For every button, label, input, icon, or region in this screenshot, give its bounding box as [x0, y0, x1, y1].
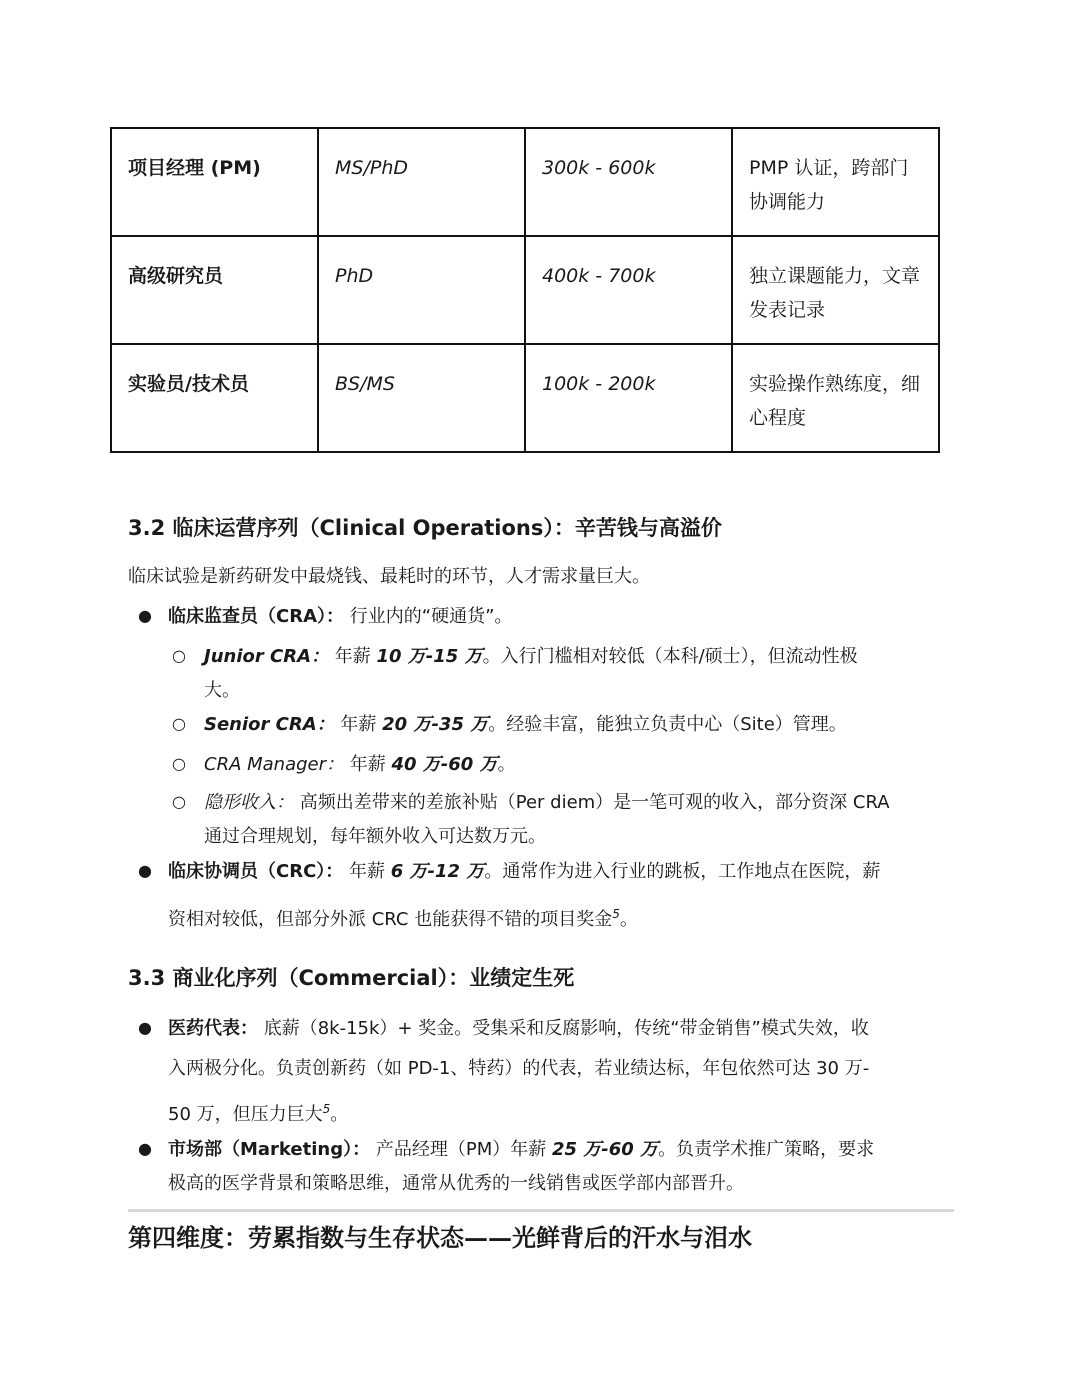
rep-line-3-wrap — [168, 1097, 348, 1127]
rep-item — [168, 1017, 869, 1041]
cra-desc: 行业内的“硬通货”。 — [349, 606, 513, 627]
salary-cell: 100k - 200k — [525, 344, 732, 452]
junior-cra-pre: 年薪 — [334, 646, 371, 667]
cra-manager-item — [204, 753, 516, 777]
rep-line-3: 50 万，但压力巨大 — [168, 1104, 323, 1125]
senior-cra-pre: 年薪 — [340, 714, 377, 735]
marketing-lead: 市场部（Marketing）： — [168, 1139, 371, 1160]
chapter-4-heading: 第四维度：劳累指数与生存状态——光鲜背后的汗水与泪水 — [128, 1223, 752, 1252]
circle-bullet-icon: ○ — [172, 754, 186, 773]
salary-cell: 400k - 700k — [525, 236, 732, 344]
section-divider — [128, 1209, 954, 1212]
section-3-2-intro: 临床试验是新药研发中最烧钱、最耗时的环节，人才需求量巨大。 — [128, 566, 650, 587]
cra-item — [168, 605, 512, 629]
requirement-line: 心程度 — [749, 407, 807, 429]
circle-bullet-icon: ○ — [172, 646, 186, 665]
rep-line-1: 底薪（8k-15k）+ 奖金。受集采和反腐影响，传统“带金销售”模式失效，收 — [263, 1018, 869, 1039]
crc-rest2: 资相对较低，但部分外派 CRC 也能获得不错的项目奖金 — [168, 909, 613, 930]
requirement-cell — [732, 344, 939, 452]
table-row — [111, 344, 939, 452]
junior-cra-rest: 。入行门槛相对较低（本科/硕士），但流动性极 — [482, 646, 858, 667]
hidden-income-rest: 高频出差带来的差旅补贴（Per diem）是一笔可观的收入，部分资深 CRA — [299, 792, 890, 813]
senior-cra-rest: 。经验丰富，能独立负责中心（Site）管理。 — [488, 714, 847, 735]
bullet-icon: ● — [138, 606, 152, 625]
degree-cell: PhD — [318, 236, 525, 344]
hidden-income-label: 隐形收入： — [204, 792, 294, 813]
table-row — [111, 128, 939, 236]
footnote-ref[interactable]: 5 — [612, 907, 620, 921]
requirement-cell — [732, 236, 939, 344]
crc-rest: 。通常作为进入行业的跳板，工作地点在医院，薪 — [484, 861, 881, 882]
crc-wrap — [168, 902, 638, 932]
cra-manager-rest: 。 — [497, 754, 516, 775]
cra-lead: 临床监查员（CRA）： — [168, 606, 345, 627]
degree-cell: MS/PhD — [318, 128, 525, 236]
requirement-line: PMP 认证，跨部门 — [749, 157, 909, 179]
section-3-3-heading: 3.3 商业化序列（Commercial）：业绩定生死 — [128, 966, 575, 990]
senior-cra-item — [204, 713, 847, 737]
salary-table — [110, 127, 940, 453]
bullet-icon: ● — [138, 861, 152, 880]
crc-salary: 6 万-12 万 — [390, 861, 485, 882]
crc-end: 。 — [619, 909, 638, 930]
role-cell: 实验员/技术员 — [111, 344, 318, 452]
role-cell: 高级研究员 — [111, 236, 318, 344]
cra-manager-salary: 40 万-60 万 — [391, 754, 498, 775]
crc-item — [168, 860, 880, 884]
table-row — [111, 236, 939, 344]
marketing-salary: 25 万-60 万 — [551, 1139, 659, 1160]
circle-bullet-icon: ○ — [172, 792, 186, 811]
circle-bullet-icon: ○ — [172, 714, 186, 733]
footnote-ref[interactable]: 5 — [322, 1102, 331, 1116]
rep-end: 。 — [330, 1104, 349, 1125]
rep-lead: 医药代表： — [168, 1018, 258, 1039]
bullet-icon: ● — [138, 1139, 152, 1158]
marketing-wrap: 极高的医学背景和策略思维，通常从优秀的一线销售或医学部内部晋升。 — [168, 1173, 744, 1194]
hidden-income-item — [204, 791, 890, 815]
section-3-2-heading: 3.2 临床运营序列（Clinical Operations）：辛苦钱与高溢价 — [128, 516, 722, 540]
requirement-line: 发表记录 — [749, 299, 826, 321]
requirement-line: 协调能力 — [749, 191, 826, 213]
role-cell: 项目经理 (PM) — [111, 128, 318, 236]
cra-manager-pre: 年薪 — [349, 754, 386, 775]
requirement-cell — [732, 128, 939, 236]
junior-cra-salary: 10 万-15 万 — [376, 646, 483, 667]
marketing-pre: 产品经理（PM）年薪 — [375, 1139, 547, 1160]
hidden-income-wrap: 通过合理规划，每年额外收入可达数万元。 — [204, 826, 546, 847]
cra-manager-label: CRA Manager： — [204, 754, 345, 775]
junior-cra-label: Junior CRA： — [204, 646, 330, 667]
crc-pre: 年薪 — [349, 861, 386, 882]
senior-cra-label: Senior CRA： — [204, 714, 335, 735]
senior-cra-salary: 20 万-35 万 — [382, 714, 489, 735]
junior-cra-item — [204, 645, 858, 669]
bullet-icon: ● — [138, 1018, 152, 1037]
rep-line-2: 入两极分化。负责创新药（如 PD-1、特药）的代表，若业绩达标，年包依然可达 30 万- — [168, 1058, 870, 1079]
requirement-line: 实验操作熟练度，细 — [749, 373, 921, 395]
marketing-rest: 。负责学术推广策略，要求 — [658, 1139, 875, 1160]
junior-cra-wrap: 大。 — [204, 680, 240, 701]
degree-cell: BS/MS — [318, 344, 525, 452]
salary-cell: 300k - 600k — [525, 128, 732, 236]
marketing-item — [168, 1138, 874, 1162]
crc-lead: 临床协调员（CRC）： — [168, 861, 344, 882]
requirement-line: 独立课题能力，文章 — [749, 265, 921, 287]
